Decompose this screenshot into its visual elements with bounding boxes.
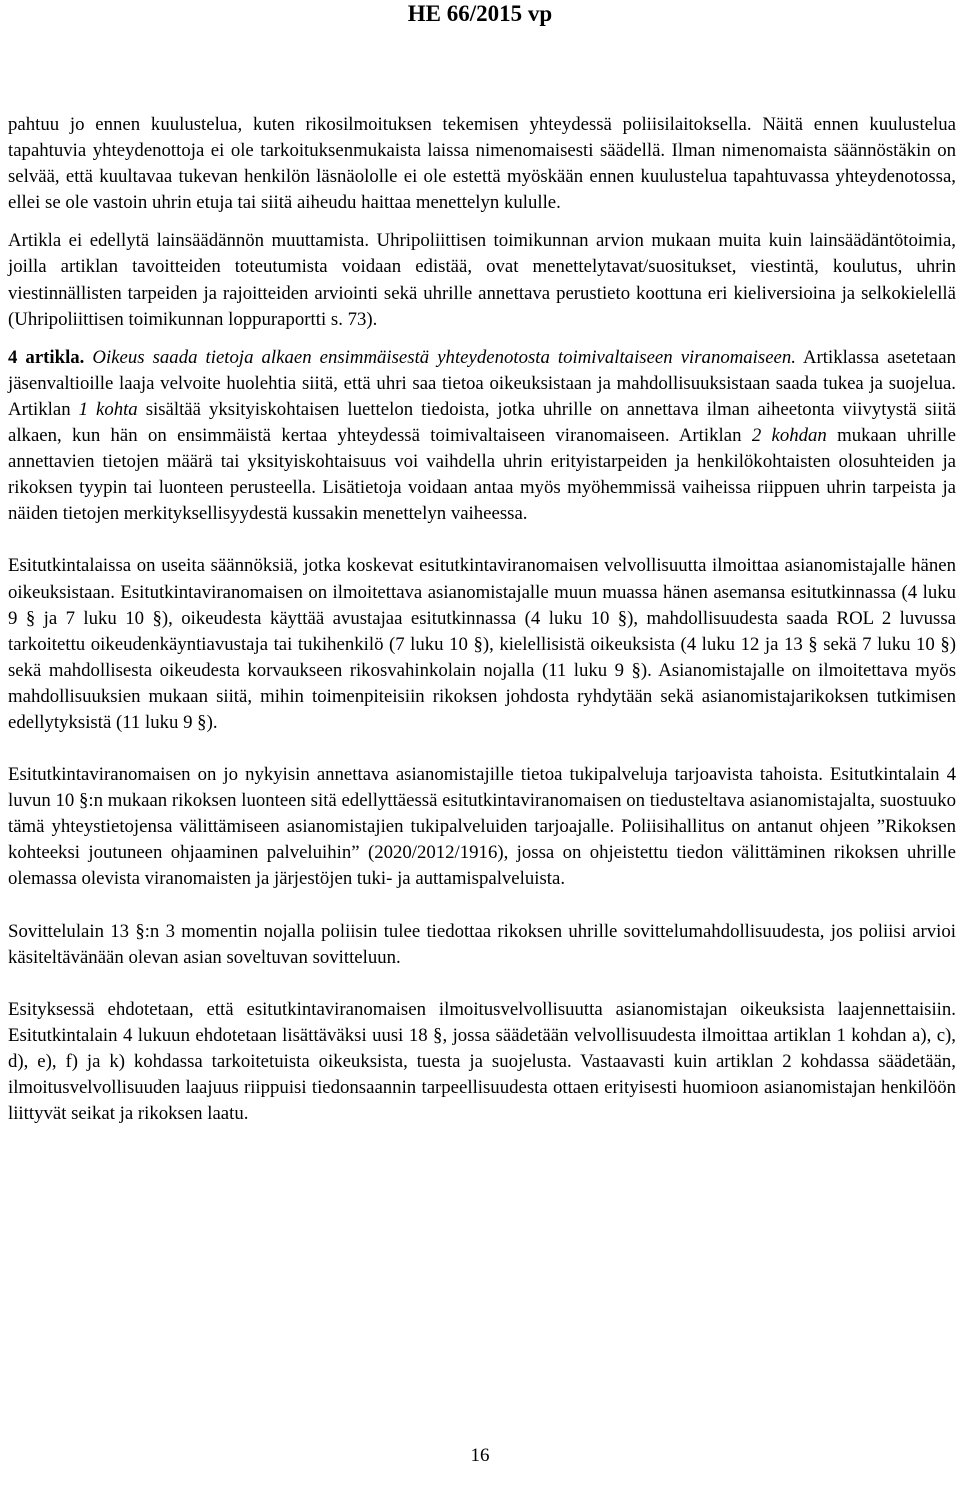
document-header: [0, 1, 960, 27]
paragraph-3: [8, 345, 956, 528]
paragraph-6: Sovittelulain 13 §:n 3 momentin nojalla poliisin tulee tiedottaa rikoksen uhrille sovittelumahdollisuudesta, jos poliisi arvioi käsiteltävänään olevan asian soveltuvan sovitteluun.: [8, 920, 956, 968]
article-title: Oikeus saada tietoja alkaen ensimmäisestä yhteydenotosta toimivaltaiseen viranomaiseen.: [92, 346, 796, 368]
article-heading: 4 artikla.: [8, 346, 85, 368]
paragraph-1: pahtuu jo ennen kuulustelua, kuten rikosilmoituksen tekemisen yhteydessä poliisilaitoksella. Näitä ennen kuulustelua tapahtuvia yhteydenottoja ei ole tarkoituksenmukaista laissa nimenomaisesti säädellä. Ilman nimenomaista säännöstäkin on selvää, että kuultavaa tukevan henkilön läsnäololle ei ole estettä myöskään ennen kuulustelua tapahtuvassa yhteydenotossa, ellei se ole vastoin uhrin etuja tai siitä aiheudu haittaa menettelyn kululle.: [8, 114, 956, 214]
article-ref-1: 1 kohta: [78, 398, 138, 420]
document-body: [8, 112, 956, 1127]
paragraph-4: Esitutkintalaissa on useita säännöksiä, jotka koskevat esitutkintaviranomaisen velvollisuutta ilmoittaa asianomistajalle hänen oikeuksistaan. Esitutkintaviranomaisen on ilmoitettava asianomistajalle muun muassa hänen asemansa esitutkinnassa (4 luku 9 § ja 7 luku 10 §), oikeudesta käyttää avustajaa esitutkinnassa (4 luku 10 §), mahdollisuudesta saada ROL 2 luvussa tarkoitettu oikeudenkäyntiavustaja tai tukihenkilö (7 luku 10 §), kielellisistä oikeuksista (4 luku 12 ja 13 § sekä 7 luku 10 §) sekä mahdollisesta oikeudesta korvaukseen rikosvahinkolain nojalla (11 luku 9 §). Asianomistajalle on ilmoitettava myös mahdollisuuksien mukaan siitä, mihin toimenpiteisiin rikoksen johdosta ryhdytään sekä asianomistajarikoksen tutkimisen edellytyksistä (11 luku 9 §).: [8, 555, 956, 733]
paragraph-2: Artikla ei edellytä lainsäädännön muuttamista. Uhripoliittisen toimikunnan arvion mukaan muita kuin lainsäädäntötoimia, joilla artiklan tavoitteiden toteutumista voidaan edistää, ovat menettelytavat/suositukset, viestintä, koulutus, uhrin viestinnällisten tarpeiden ja rajoitteiden arviointi sekä uhrille annettava perustieto koottuna eri kieliversioina ja selkokielellä (Uhripoliittisen toimikunnan loppuraportti s. 73).: [8, 230, 956, 330]
article-text-a: Artiklassa asetetaan jäsenvaltioille laaja velvoite huolehtia siitä, että uhri saa tietoa oikeuksistaan ja mahdollisuuksistaan saada tukea ja suojelua. Artiklan: [8, 346, 956, 420]
page-number: 16: [470, 1445, 490, 1466]
paragraph-7: Esityksessä ehdotetaan, että esitutkintaviranomaisen ilmoitusvelvollisuutta asianomistajan oikeuksista laajennettaisiin. Esitutkintalain 4 lukuun ehdotetaan lisättäväksi uusi 18 §, jossa säädetään velvollisuudesta ilmoittaa artiklan 1 kohdan a), c), d), e), f) ja k) kohdassa tarkoitetuista oikeuksista, tuesta ja suojelusta. Vastaavasti kuin artiklan 2 kohdassa säädetään, ilmoitusvelvollisuuden laajuus riippuisi tiedonsaannin tarpeellisuudesta ottaen erityisesti huomioon asianomistajan henkilöön liittyvät seikat ja rikoksen laatu.: [8, 998, 956, 1125]
article-text-b: sisältää yksityiskohtaisen luettelon tiedoista, jotka uhrille on annettava ilman aiheetonta viivytystä siitä alkaen, kun hän on ensimmäistä kertaa yhteydessä toimivaltaiseen viranomaiseen. Artiklan: [8, 398, 956, 447]
paragraph-5: Esitutkintaviranomaisen on jo nykyisin annettava asianomistajille tietoa tukipalveluja tarjoavista tahoista. Esitutkintalain 4 luvun 10 §:n mukaan rikoksen luonteen sitä edellyttäessä esitutkintaviranomaisen on tiedusteltava asianomistajalta, suostuuko tämä yhteystietojensa välittämiseen asianomistajien tukipalveluiden tarjoajalle. Poliisihallitus on antanut ohjeen ”Rikoksen kohteeksi joutuneen ohjaaminen palveluihin” (2020/2012/1916), jossa on ohjeistettu tiedon välittäminen rikoksen uhrille olemassa olevista viranomaisten ja järjestöjen tuki- ja auttamispalveluista.: [8, 764, 956, 890]
article-ref-2: 2 kohdan: [751, 425, 827, 447]
document-id: HE 66/2015 vp: [407, 1, 553, 26]
article-text-c: mukaan uhrille annettavien tietojen määrä tai yksityiskohtaisuus voi vaihdella uhrin erityistarpeiden ja henkilökohtaisten olosuhteiden ja rikoksen tyypin tai luonteen perusteella. Lisätietoja voidaan antaa myös myöhemmissä vaiheissa riippuen uhrin tarpeista ja näiden tietojen merkityksellisyydestä kussakin menettelyn vaiheessa.: [8, 425, 956, 525]
